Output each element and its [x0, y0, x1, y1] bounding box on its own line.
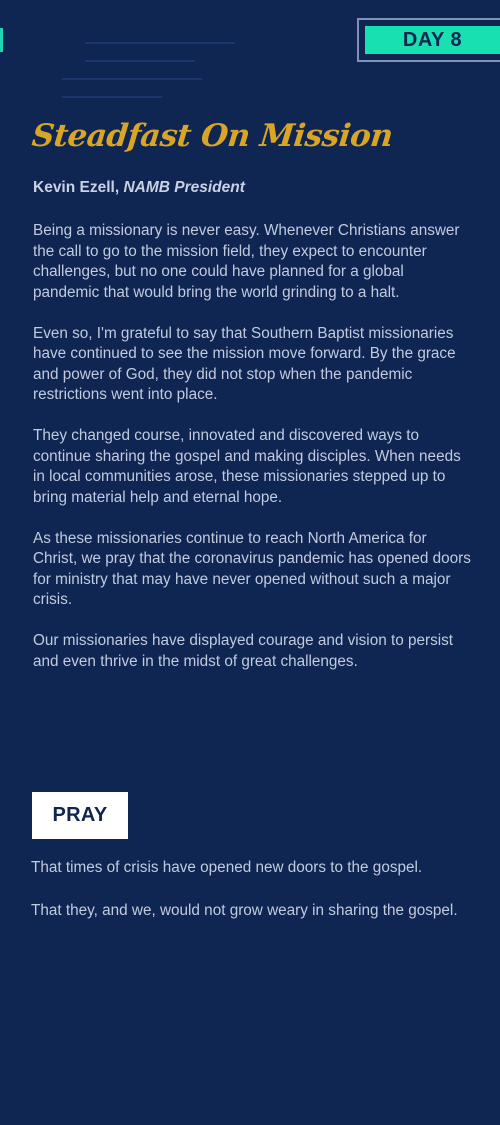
body-paragraph: Even so, I'm grateful to say that Southern Baptist missionaries have continued to see the mission move forward. By the grace and power of God, they did not stop when the pandemic restrictions went into place. — [33, 324, 456, 403]
decorative-line — [85, 60, 195, 62]
devotional-title: Steadfast On Mission — [30, 118, 395, 154]
author-name: Kevin Ezell, — [33, 179, 124, 196]
prayer-item: That times of crisis have opened new doors to the gospel. — [31, 859, 423, 876]
edge-tab-marker — [0, 28, 3, 52]
body-paragraph: Being a missionary is never easy. Whenever Christians answer the call to go to the mission field, they expect to encounter challenges, but no one could have planned for a global pandemic that would bring the world grinding to a halt. — [33, 222, 460, 301]
decorative-line — [62, 96, 162, 98]
decorative-line — [62, 78, 202, 80]
prayer-item: That they, and we, would not grow weary in sharing the gospel. — [31, 901, 458, 919]
author-role: NAMB President — [123, 179, 245, 196]
day-badge — [357, 18, 500, 62]
body-paragraph: They changed course, innovated and discovered ways to continue sharing the gospel and making disciples. When needs in local communities arose, these missionaries stepped up to bring material help and eternal hope. — [33, 427, 461, 506]
body-paragraph: Our missionaries have displayed courage and vision to persist and even thrive in the midst of great challenges. — [33, 632, 454, 670]
devotional-body — [33, 221, 473, 693]
author-line — [33, 179, 245, 197]
pray-heading: PRAY — [32, 792, 128, 839]
body-paragraph: As these missionaries continue to reach North America for Christ, we pray that the coronavirus pandemic has opened doors for ministry that may have never opened without such a major crisis. — [33, 529, 471, 608]
decorative-line — [85, 42, 235, 44]
prayer-list — [31, 858, 471, 943]
day-badge-label: DAY 8 — [365, 26, 500, 54]
